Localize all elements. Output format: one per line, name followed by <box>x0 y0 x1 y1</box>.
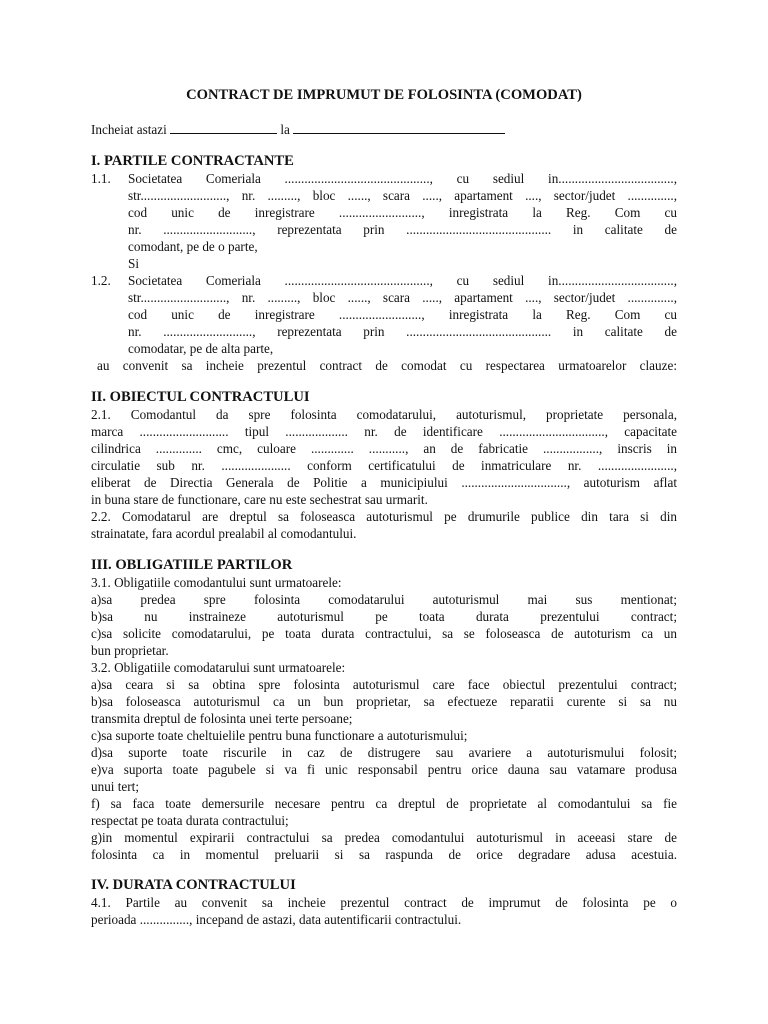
intro-prefix: Incheiat astazi <box>91 122 167 137</box>
section-heading-object: II. OBIECTUL CONTRACTULUI <box>91 389 310 405</box>
body-line: unui tert; <box>91 779 139 794</box>
clause-line: str.........................., nr. ........., bloc ......, scara ....., apartament ...., sector/judet .............., <box>128 290 677 305</box>
clause-line: cod unic de inregistrare ........................., inregistrata la Reg. Com cu <box>128 205 677 220</box>
body-line: marca ........................... tipul ................... nr. de identificare ................................, capacitate <box>91 424 677 439</box>
body-line: a)sa ceara si sa obtina spre folosinta autoturismul care face obiectul prezentului contract; <box>91 677 677 692</box>
body-line: d)sa suporte toate riscurile in caz de distrugere sau avariere a autoturismului folosit; <box>91 745 677 760</box>
body-line: b)sa nu instraineze autoturismul pe toata durata prezentului contract; <box>91 609 677 624</box>
clause-line: Societatea Comeriala ............................................, cu sediul in..................................., <box>128 273 677 288</box>
clause-line: comodant, pe de o parte, <box>128 239 258 254</box>
clause-line: str.........................., nr. ........., bloc ......, scara ....., apartament ...., sector/judet .............., <box>128 188 677 203</box>
body-line: 4.1. Partile au convenit sa incheie prezentul contract de imprumut de folosinta pe o <box>91 895 677 910</box>
body-line: a)sa predea spre folosinta comodatarului autoturismul mai sus mentionat; <box>91 592 677 607</box>
body-line: strainatate, fara acordul prealabil al comodantului. <box>91 526 357 541</box>
body-line: perioada ..............., incepand de astazi, data autentificarii contractului. <box>91 912 462 927</box>
clause-line: nr. ..........................., reprezentata prin ............................................ in calitate de <box>128 324 677 339</box>
clause-number: 1.1. <box>91 171 111 186</box>
clause-line: Societatea Comeriala ............................................, cu sediul in..................................., <box>128 171 677 186</box>
body-line: f) sa faca toate demersurile necesare pentru ca dreptul de proprietate al comodantului sa fie <box>91 796 677 811</box>
body-line: cilindrica .............. cmc, culoare ............. ..........., an de fabricatie ................., inscris in <box>91 441 677 456</box>
body-line: 2.2. Comodatarul are dreptul sa foloseasca autoturismul pe drumurile publice din tara si din <box>91 509 677 524</box>
body-line: transmita dreptul de folosinta unei terte persoane; <box>91 711 353 726</box>
body-line: circulatie sub nr. ..................... conform certificatului de inmatriculare nr. ......................., <box>91 458 677 473</box>
body-line: respectat pe toata durata contractului; <box>91 813 289 828</box>
clause-number: 1.2. <box>91 273 111 288</box>
body-line: 3.1. Obligatiile comodantului sunt urmatoarele: <box>91 575 342 590</box>
clause-line: nr. ..........................., reprezentata prin ............................................ in calitate de <box>128 222 677 237</box>
date-blank[interactable] <box>170 121 277 134</box>
body-line: c)sa suporte toate cheltuielile pentru buna functionare a autoturismului; <box>91 728 468 743</box>
body-line: 3.2. Obligatiile comodatarului sunt urmatoarele: <box>91 660 346 675</box>
body-line: c)sa solicite comodatarului, pe toata durata contractului, sa se foloseasca de autoturism ca un <box>91 626 677 641</box>
body-line: folosinta ca in momentul preluarii si sa raspunda de orice degradare adusa acestuia. <box>91 847 677 862</box>
body-line: e)va suporta toate pagubele si va fi unic responsabil pentru orice dauna sau vatamare produsa <box>91 762 677 777</box>
clause-line: cod unic de inregistrare ........................., inregistrata la Reg. Com cu <box>128 307 677 322</box>
intro-line <box>91 121 505 138</box>
body-line: bun proprietar. <box>91 643 169 658</box>
clause-line: comodatar, pe de alta parte, <box>128 341 274 356</box>
body-line: eliberat de Directia Generala de Politie a municipiului ................................, autoturism aflat <box>91 475 677 490</box>
body-line: in buna stare de functionare, care nu este sechestrat sau urmarit. <box>91 492 428 507</box>
clause-line: Si <box>128 256 139 271</box>
section-heading-obligations: III. OBLIGATIILE PARTILOR <box>91 557 293 573</box>
parties-closing: au convenit sa incheie prezentul contract de comodat cu respectarea urmatoarelor clauze: <box>97 358 677 373</box>
body-line: g)in momentul expirarii contractului sa predea comodantului autoturismul in aceeasi stare de <box>91 830 677 845</box>
place-blank[interactable] <box>293 121 505 134</box>
body-line: b)sa foloseasca autoturismul ca un bun proprietar, sa efectueze reparatii curente si sa nu <box>91 694 677 709</box>
section-heading-duration: IV. DURATA CONTRACTULUI <box>91 877 296 893</box>
body-line: 2.1. Comodantul da spre folosinta comodatarului, autoturismul, proprietate personala, <box>91 407 677 422</box>
section-heading-parties: I. PARTILE CONTRACTANTE <box>91 153 294 169</box>
intro-mid: la <box>280 122 290 137</box>
page-title: CONTRACT DE IMPRUMUT DE FOLOSINTA (COMODAT) <box>186 87 582 103</box>
